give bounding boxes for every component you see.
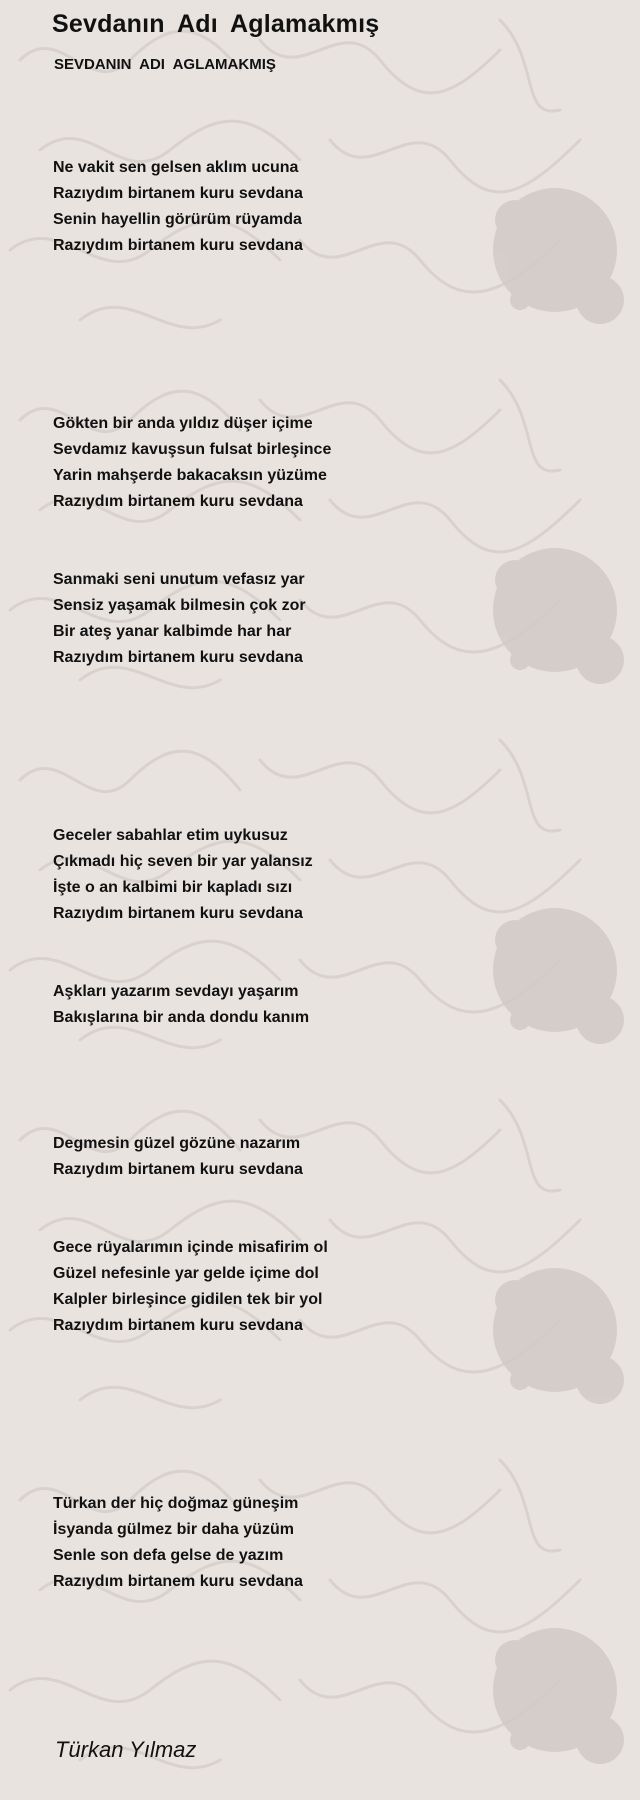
poem-title: Sevdanın Adı Aglamakmış [52, 10, 380, 38]
poem-line: Türkan der hiç doğmaz güneşim [53, 1495, 299, 1512]
poem-line: Sevdamız kavuşsun fulsat birleşince [53, 441, 332, 458]
poem-line: Razıydım birtanem kuru sevdana [53, 1317, 303, 1334]
poem-stanza [53, 823, 313, 927]
poem-stanza [53, 411, 331, 515]
poem-stanza [53, 155, 303, 259]
poem-line: Razıydım birtanem kuru sevdana [53, 649, 303, 666]
poem-line: Razıydım birtanem kuru sevdana [53, 493, 303, 510]
poem-line: Razıydım birtanem kuru sevdana [53, 1161, 303, 1178]
poem-subtitle: SEVDANIN ADI AGLAMAKMIŞ [54, 56, 276, 73]
poem-line: Çıkmadı hiç seven bir yar yalansız [53, 853, 313, 870]
poem-line: İşte o an kalbimi bir kapladı sızı [53, 879, 293, 896]
poem-line: Degmesin güzel gözüne nazarım [53, 1135, 301, 1152]
poem-stanza [53, 1131, 303, 1183]
poem-line: Güzel nefesinle yar gelde içime dol [53, 1265, 319, 1282]
poem-line: Sanmaki seni unutum vefasız yar [53, 571, 305, 588]
poem-line: İsyanda gülmez bir daha yüzüm [53, 1521, 294, 1538]
poem-line: Senin hayellin görürüm rüyamda [53, 211, 302, 228]
poem-line: Kalpler birleşince gidilen tek bir yol [53, 1291, 323, 1308]
poem-line: Razıydım birtanem kuru sevdana [53, 1573, 303, 1590]
poem-line: Geceler sabahlar etim uykusuz [53, 827, 288, 844]
poem-line: Bir ateş yanar kalbimde har har [53, 623, 292, 640]
poem-author: Türkan Yılmaz [55, 1737, 197, 1762]
poem-line: Sensiz yaşamak bilmesin çok zor [53, 597, 306, 614]
poem-stanza [53, 567, 306, 671]
poem-line: Ne vakit sen gelsen aklım ucuna [53, 159, 299, 176]
poem-stanza [53, 1235, 328, 1339]
poem-line: Yarin mahşerde bakacaksın yüzüme [53, 467, 327, 484]
poem-line: Aşkları yazarım sevdayı yaşarım [53, 983, 299, 1000]
poem-line: Senle son defa gelse de yazım [53, 1547, 284, 1564]
poem-line: Bakışlarına bir anda dondu kanım [53, 1009, 310, 1026]
poem-line: Razıydım birtanem kuru sevdana [53, 185, 303, 202]
poem-stanza [53, 1491, 303, 1595]
poem-line: Razıydım birtanem kuru sevdana [53, 905, 303, 922]
poem-stanza [53, 979, 309, 1031]
poem-line: Gece rüyalarımın içinde misafirim ol [53, 1239, 328, 1256]
poem-line: Razıydım birtanem kuru sevdana [53, 237, 303, 254]
poem-line: Gökten bir anda yıldız düşer içime [53, 415, 313, 432]
